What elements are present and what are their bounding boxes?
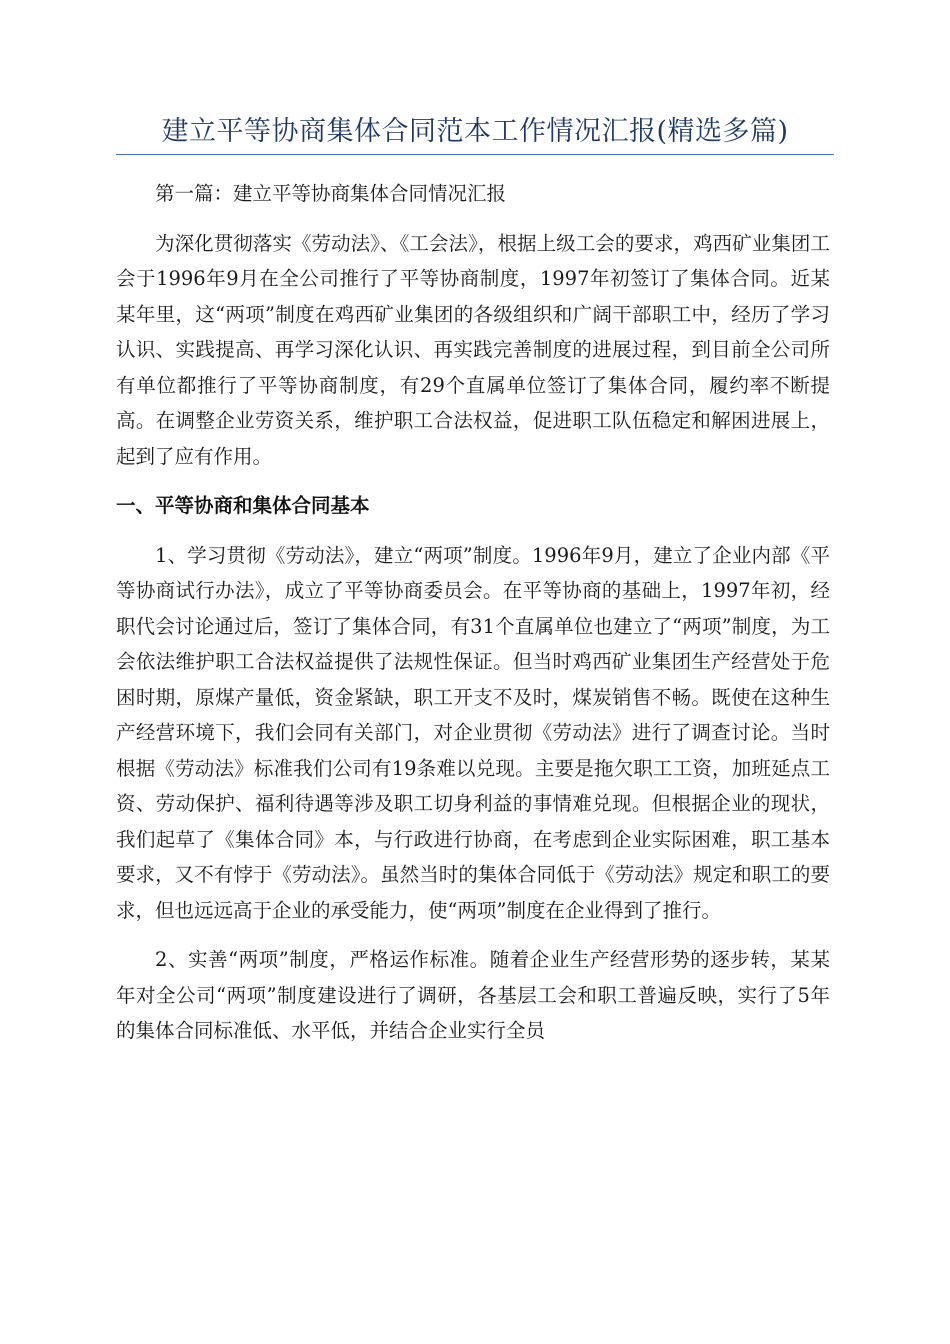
title-underline <box>116 154 834 155</box>
document-body <box>116 176 830 1049</box>
body-paragraph-2: 2、实善“两项”制度，严格运作标准。随着企业生产经营形势的逐步转，某某年对全公司“两项”制度建设进行了调研，各基层工会和职工普遍反映，实行了5年的集体合同标准低、水平低，并结合企业实行全员 <box>116 948 830 1042</box>
document-title: 建立平等协商集体合同范本工作情况汇报(精选多篇) <box>161 116 789 147</box>
body-paragraph-1: 1、学习贯彻《劳动法》，建立“两项”制度。1996年9月，建立了企业内部《平等协商试行办法》，成立了平等协商委员会。在平等协商的基础上，1997年初，经职代会讨论通过后，签订了集体合同，有31个直属单位也建立了“两项”制度，为工会依法维护职工合法权益提供了法规性保证。但当时鸡西矿业集团生产经营处于危困时期，原煤产量低，资金紧缺，职工开支不及时，煤炭销售不畅。既使在这种生产经营环境下，我们会同有关部门，对企业贯彻《劳动法》进行了调查讨论。当时根据《劳动法》标准我们公司有19条难以兑现。主要是拖欠职工工资，加班延点工资、劳动保护、福利待遇等涉及职工切身利益的事情难兑现。但根据企业的现状，我们起草了《集体合同》本，与行政进行协商，在考虑到企业实际困难，职工基本要求，又不有悖于《劳动法》。虽然当时的集体合同低于《劳动法》规定和职工的要求，但也远远高于企业的承受能力，使“两项”制度在企业得到了推行。 <box>116 543 830 922</box>
chapter-subtitle: 第一篇：建立平等协商集体合同情况汇报 <box>155 182 507 205</box>
intro-paragraph: 为深化贯彻落实《劳动法》、《工会法》，根据上级工会的要求，鸡西矿业集团工会于1996年9月在全公司推行了平等协商制度，1997年初签订了集体合同。近某某年里，这“两项”制度在鸡西矿业集团的各级组织和广阔干部职工中，经历了学习认识、实践提高、再学习深化认识、再实践完善制度的进展过程，到目前全公司所有单位都推行了平等协商制度，有29个直属单位签订了集体合同，履约率不断提高。在调整企业劳资关系，维护职工合法权益，促进职工队伍稳定和解困进展上，起到了应有作用。 <box>116 231 830 468</box>
section-heading: 一、平等协商和集体合同基本 <box>116 494 370 517</box>
